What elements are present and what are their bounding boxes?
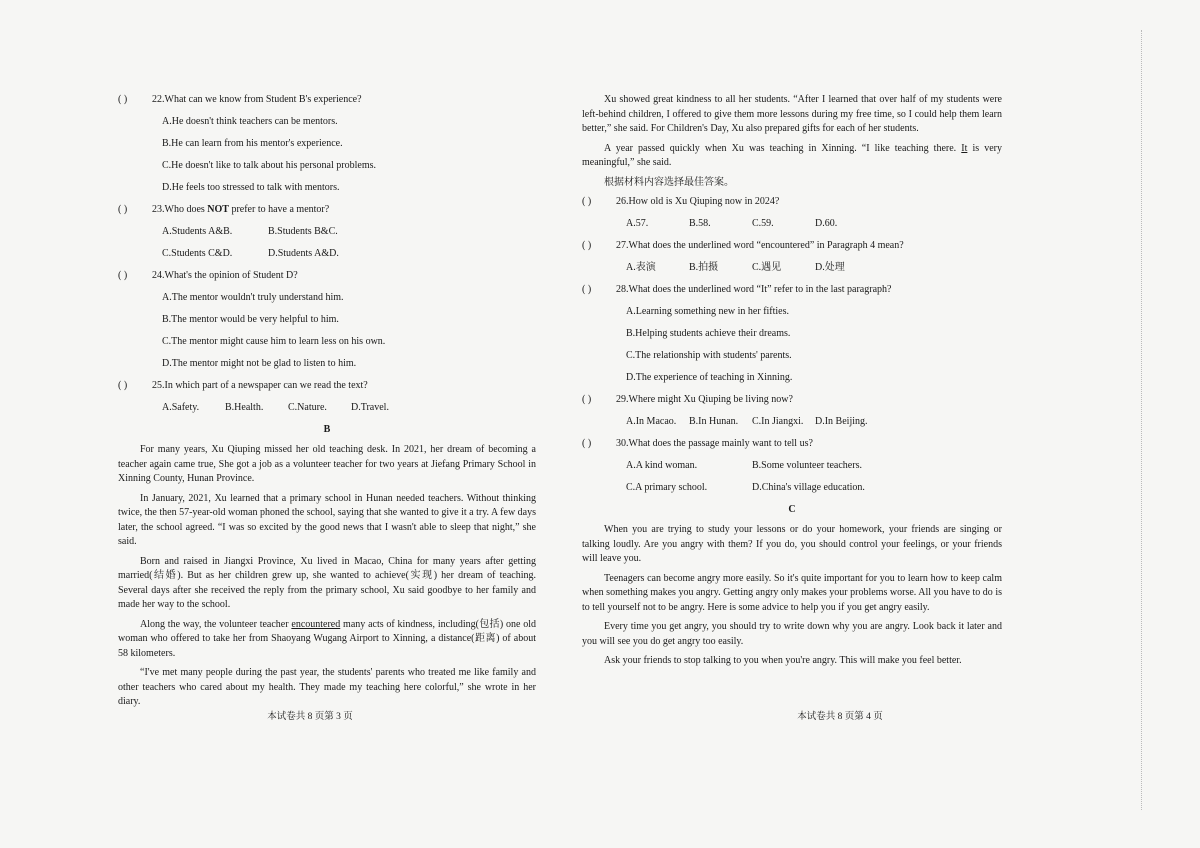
question-stem: 22.What can we know from Student B's experience? [152, 94, 362, 105]
passage-paragraph: Ask your friends to stop talking to you when you're angry. This will make you feel better. [604, 655, 962, 666]
instruction: 根据材料内容选择最佳答案。 [604, 176, 734, 188]
passage-paragraph: In January, 2021, Xu learned that a primary school in Hunan needed teachers. Without thinking twice, the then 57-year-old woman phoned the school, saying that she wanted to give it a try. A few days later, the school agreed. “I was so excited by the good news that I wasn't able to sleep that night,” she said. [118, 492, 536, 547]
answer-bracket: ( ) [118, 270, 128, 281]
option: A.Safety. [162, 402, 200, 413]
option: C.In Jiangxi. [752, 416, 804, 427]
passage-paragraph: “I've met many people during the past year, the students' parents who treated me like family and other teachers who cared about my health. They made my teaching here colorful,” she wrote in her diary. [118, 667, 536, 707]
question-stem: 24.What's the opinion of Student D? [152, 270, 298, 281]
option: C.He doesn't like to talk about his personal problems. [162, 160, 376, 171]
question-stem: 26.How old is Xu Qiuping now in 2024? [616, 196, 780, 207]
passage-paragraph: Teenagers can become angry more easily. So it's quite important for you to learn how to keep calm when something makes you angry. Getting angry only makes your problems worse. All you have to do is to tell yourself not to be angry. Here is some advice to help you if you get angry easily. [582, 572, 1002, 613]
options-row [582, 217, 1002, 239]
option: B.Some volunteer teachers. [752, 460, 862, 471]
option: D.Travel. [351, 402, 389, 413]
question-stem: 28.What does the underlined word “It” refer to in the last paragraph? [616, 284, 892, 295]
left-column [118, 93, 536, 715]
option: A.Learning something new in her fifties. [626, 306, 790, 317]
question-29 [582, 393, 1002, 437]
option: D.The experience of teaching in Xinning. [626, 372, 793, 383]
options-row [582, 415, 1002, 437]
option: B.In Hunan. [689, 416, 739, 427]
option: D.In Beijing. [815, 416, 868, 427]
options-row [118, 247, 536, 269]
option: C.Students C&D. [162, 248, 233, 259]
answer-bracket: ( ) [582, 394, 592, 405]
option: A.He doesn't think teachers can be mentors. [162, 116, 338, 127]
section-title-c: C [788, 504, 796, 515]
option: B.Health. [225, 402, 264, 413]
option: A.57. [626, 218, 649, 229]
option: D.处理 [815, 262, 845, 273]
option: A.表演 [626, 262, 656, 273]
option: C.A primary school. [626, 482, 708, 493]
option: C.The mentor might cause him to learn less on his own. [162, 336, 386, 347]
question-stem: 30.What does the passage mainly want to tell us? [616, 438, 813, 449]
underlined-word: It [961, 142, 968, 154]
option: C.Nature. [288, 402, 327, 413]
option: C.59. [752, 218, 774, 229]
question-28 [582, 283, 1002, 393]
options-row [118, 225, 536, 247]
passage-paragraph: Every time you get angry, you should try to write down why you are angry. Look back it later and you will see you do get angry too easily. [582, 621, 1002, 647]
question-22 [118, 93, 536, 203]
right-page [582, 0, 1200, 848]
question-30 [582, 437, 1002, 503]
option: B.Students B&C. [268, 226, 338, 237]
options-row [582, 481, 1002, 503]
question-27 [582, 239, 1002, 283]
option: B.58. [689, 218, 711, 229]
option: B.Helping students achieve their dreams. [626, 328, 791, 339]
section-title-b: B [323, 424, 331, 435]
option: A.A kind woman. [626, 460, 698, 471]
question-25 [118, 379, 536, 423]
option: D.Students A&D. [268, 248, 339, 259]
question-26 [582, 195, 1002, 239]
answer-bracket: ( ) [118, 204, 128, 215]
question-stem: 25.In which part of a newspaper can we read the text? [152, 380, 368, 391]
question-stem: 27.What does the underlined word “encountered” in Paragraph 4 mean? [616, 240, 904, 251]
option: D.He feels too stressed to talk with mentors. [162, 182, 340, 193]
right-column [582, 93, 1002, 674]
passage-paragraph: Along the way, the volunteer teacher encountered many acts of kindness, including(包括) one old woman who offered to take her from Shaoyang Wugang Airport to Xinning, a distance(距离) of about 58 kilometers. [118, 618, 536, 659]
option: A.In Macao. [626, 416, 677, 427]
option: A.Students A&B. [162, 226, 233, 237]
answer-bracket: ( ) [582, 240, 592, 251]
option: A.The mentor wouldn't truly understand him. [162, 292, 344, 303]
options-row [582, 459, 1002, 481]
scan-edge-marks [1139, 30, 1142, 810]
answer-bracket: ( ) [118, 94, 128, 105]
answer-bracket: ( ) [582, 196, 592, 207]
option: C.The relationship with students' parents. [626, 350, 792, 361]
options-row [582, 261, 1002, 283]
passage-paragraph: Xu showed great kindness to all her students. “After I learned that over half of my students were left-behind children, I offered to give them more lessons during my free time, so I could help them learn better,” she said. For Children's Day, Xu also prepared gifts for each of her students. [582, 94, 1002, 134]
question-stem: 29.Where might Xu Qiuping be living now? [616, 394, 793, 405]
underlined-word: encountered [291, 618, 341, 630]
answer-bracket: ( ) [582, 438, 592, 449]
answer-bracket: ( ) [118, 380, 128, 391]
answer-bracket: ( ) [582, 284, 592, 295]
passage-paragraph: When you are trying to study your lessons or do your homework, your friends are singing or talking loudly. Are you angry with them? If you do, you should control your feelings, or your friends will leave you. [582, 524, 1002, 564]
option: B.拍摄 [689, 262, 719, 273]
page-footer: 本试卷共 8 页第 4 页 [797, 712, 883, 722]
question-24 [118, 269, 536, 379]
option: C.遇见 [752, 262, 782, 273]
question-23 [118, 203, 536, 269]
passage-paragraph: For many years, Xu Qiuping missed her old teaching desk. In 2021, her dream of becoming a teacher again came true, She got a job as a volunteer teacher for two years at Jiefang Primary School in Xinning County, Hunan Province. [118, 444, 536, 484]
question-stem: 23.Who does NOT prefer to have a mentor? [152, 204, 330, 215]
option: D.The mentor might not be glad to listen to him. [162, 358, 357, 369]
page-footer: 本试卷共 8 页第 3 页 [267, 712, 353, 722]
option: D.60. [815, 218, 838, 229]
passage-paragraph: A year passed quickly when Xu was teaching in Xinning. “I like teaching there. It is very meaningful,” she said. [582, 142, 1002, 168]
options-row [118, 401, 536, 423]
passage-paragraph: Born and raised in Jiangxi Province, Xu lived in Macao, China for many years after getting married(结婚). But as her children grew up, she wanted to achieve(实现) her dream of teaching. Several days after she received the reply from the primary school, Xu said goodbye to her family and made her way to the school. [118, 555, 536, 610]
option: B.He can learn from his mentor's experience. [162, 138, 343, 149]
option: D.China's village education. [752, 482, 865, 493]
option: B.The mentor would be very helpful to him. [162, 314, 339, 325]
